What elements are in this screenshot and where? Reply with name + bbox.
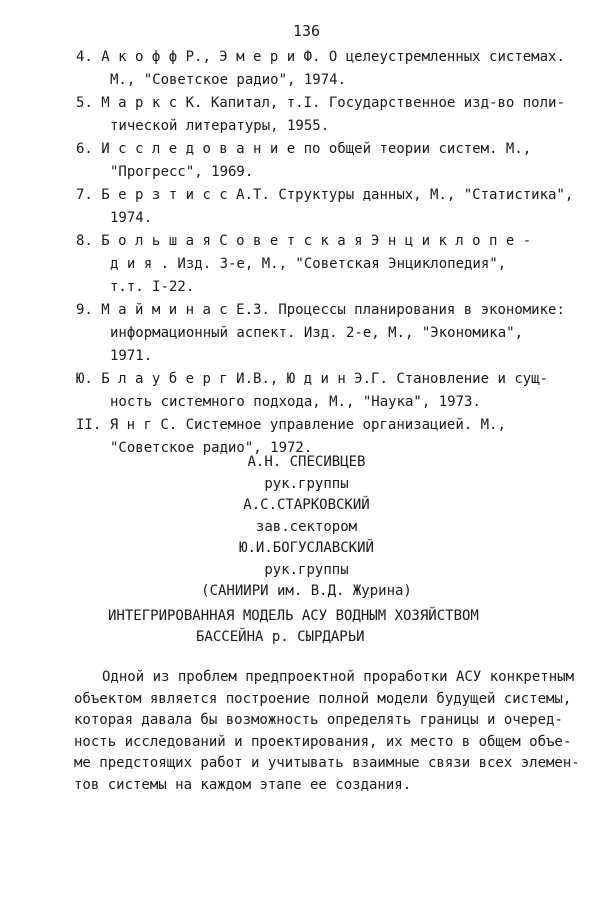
reference-text: Е.З. Процессы планирования в экономике: [236, 302, 565, 318]
author-affiliation: (САНИИРИ им. В.Д. Журина) [201, 583, 412, 599]
reference-item [76, 299, 576, 368]
reference-text: д и я . Изд. 3-е, М., "Советская Энциклопедия", [110, 256, 507, 272]
reference-number: 8. [76, 233, 93, 249]
reference-author: Б о л ь ш а я С о в е т с к а я Э н ц и к л о п е - [101, 233, 532, 249]
reference-text: М., "Советское радио", 1974. [110, 72, 347, 88]
reference-item [76, 230, 576, 299]
reference-number: 5. [76, 95, 93, 111]
title-line: ИНТЕГРИРОВАННАЯ МОДЕЛЬ АСУ ВОДНЫМ ХОЗЯЙСТВОМ [108, 608, 479, 624]
author-name: Ю.И.БОГУСЛАВСКИЙ [239, 540, 374, 556]
page-number: 136 [292, 22, 321, 40]
author-position: зав.сектором [255, 518, 358, 535]
reference-author: Б е р з т и с с [101, 187, 228, 203]
author-block [0, 452, 613, 603]
reference-item [76, 184, 576, 230]
paragraph-line: тов системы на каждом этапе ее создания. [74, 776, 412, 793]
reference-text: Р., Э м е р и Ф. О целеустремленных системах. [185, 49, 565, 65]
reference-text: по общей теории систем. М., [303, 141, 532, 157]
author-position: рук.группы [264, 475, 349, 492]
reference-item [76, 368, 576, 414]
reference-text: "Прогресс", 1969. [110, 164, 254, 180]
reference-text: С. Системное управление организацией. М., [160, 417, 506, 433]
reference-text: К. Капитал, т.I. Государственное изд-во поли- [185, 95, 565, 111]
reference-text: И.В., Ю д и н Э.Г. Становление и сущ- [236, 371, 549, 387]
paragraph-line: объектом является построение полной модели будущей системы, [74, 690, 572, 707]
reference-text: 1974. [110, 210, 153, 226]
reference-item [76, 92, 576, 138]
reference-text: информационный аспект. Изд. 2-е, М., "Экономика", [110, 325, 524, 341]
reference-author: И с с л е д о в а н и е [101, 141, 296, 157]
abstract-paragraph [74, 667, 604, 796]
reference-number: 9. [76, 302, 93, 318]
article-title [0, 606, 613, 648]
paragraph-line: ме предстоящих работ и учитывать взаимные связи всех элемен- [74, 755, 580, 771]
paragraph-line: ность исследований и проектирования, их место в общем объе- [74, 733, 572, 750]
reference-item [76, 46, 576, 92]
title-line: БАССЕЙНА р. СЫРДАРЬИ [196, 629, 365, 645]
reference-text: 1971. [110, 348, 153, 364]
reference-author: М а й м и н а с [101, 302, 228, 318]
reference-number: Ю. [76, 371, 93, 387]
paragraph-line: которая давала бы возможность определять границы и очеред- [74, 712, 563, 728]
reference-item [76, 138, 576, 184]
reference-text: А.Т. Структуры данных, М., "Статистика", [236, 187, 574, 203]
reference-author: А к о ф ф [101, 49, 178, 65]
author-position: рук.группы [264, 561, 349, 578]
reference-author: Я н г [109, 417, 152, 433]
reference-number: 4. [76, 49, 93, 65]
reference-list [76, 46, 576, 460]
reference-text: ность системного подхода, М., "Наука", 1973. [110, 394, 481, 410]
reference-number: 7. [76, 187, 93, 203]
author-name: А.С.СТАРКОВСКИЙ [243, 497, 370, 513]
reference-number: 6. [76, 141, 93, 157]
reference-text: т.т. I-22. [110, 279, 195, 295]
reference-author: М а р к с [101, 95, 178, 111]
reference-author: Б л а у б е р г [101, 371, 228, 387]
reference-text: тической литературы, 1955. [110, 118, 330, 134]
reference-number: II. [76, 417, 102, 433]
author-name: А.Н. СПЕСИВЦЕВ [247, 454, 366, 470]
paragraph-line: Одной из проблем предпроектной проработки АСУ конкретным [102, 669, 575, 685]
reference-text: "Советское радио", 1972. [110, 440, 313, 456]
